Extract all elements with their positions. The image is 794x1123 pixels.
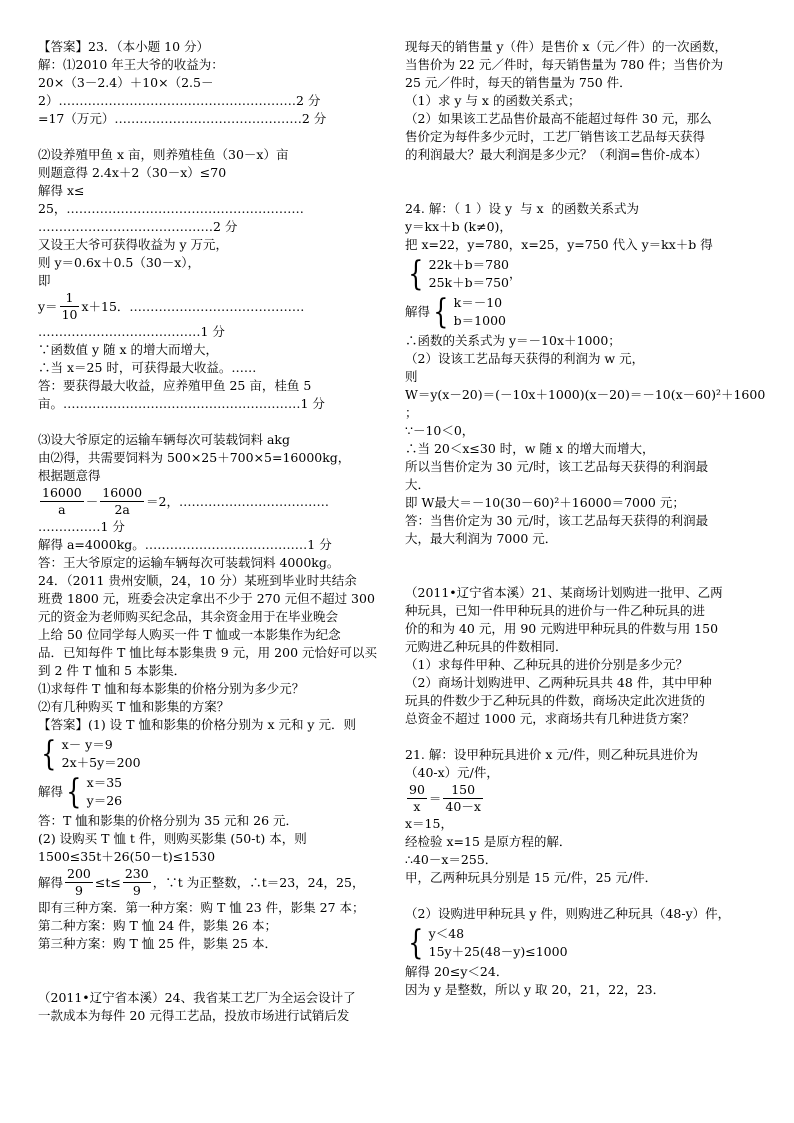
text-line: 元的资金为老师购买纪念品，其余资金用于在毕业晚会 <box>38 609 339 624</box>
left-column <box>38 38 388 1025</box>
solution-system-3 <box>405 294 790 330</box>
equation-y <box>38 290 388 323</box>
text-line: 由⑵得，共需要饲料为 500×25＋700×5=16000kg， <box>38 450 351 465</box>
text-line: ⑵设养殖甲鱼 x 亩，则养殖桂鱼（30－x）亩 <box>38 147 289 162</box>
text-line: 经检验 x=15 是原方程的解． <box>405 834 572 849</box>
text-line: ∴40－x＝255． <box>405 852 498 867</box>
text-line: 解：⑴2010 年王大爷的收益为： <box>38 57 224 72</box>
text-line: 25，………………………………………………… <box>38 201 304 216</box>
text-line: …………………………………1 分 <box>38 324 225 339</box>
equals-sign: ＝ <box>428 790 442 806</box>
denominator: 9 <box>132 883 141 898</box>
answer-23-part4 <box>38 431 388 485</box>
text-line: 甲，乙两种玩具分别是 15 元/件，25 元/件． <box>405 870 658 885</box>
text-line: 22k＋b＝780 <box>428 257 509 272</box>
text-line: 大，最大利润为 7000 元． <box>405 531 558 546</box>
text-line: 解得 20≤y＜24． <box>405 964 509 979</box>
text-line: b＝1000 <box>453 313 506 328</box>
text-line: （1）求 y 与 x 的函数关系式； <box>405 93 581 108</box>
text-line: ……………1 分 <box>38 519 125 534</box>
answer-24-plans <box>38 899 388 953</box>
answer-23-part1 <box>38 38 388 128</box>
text-line: ⑴求每件 T 恤和每本影集的价格分别为多少元？ <box>38 681 305 696</box>
denominator: 40－x <box>445 799 481 814</box>
text-line: 班费 1800 元，班委会决定拿出不少于 270 元但不超过 300 <box>38 591 375 606</box>
answer-23-part3 <box>38 323 388 413</box>
answer-21-part1 <box>405 746 790 782</box>
text-line: (2) 设购买 T 恤 t 件，则购买影集 (50-t) 本，则 <box>38 831 307 846</box>
answer-23-part2 <box>38 146 388 290</box>
text-line: 2x＋5y＝200 <box>61 755 141 770</box>
text-line: 把 x=22，y=780，x=25，y=750 代入 y＝kx＋b 得 <box>405 237 713 252</box>
text-line: 总资金不超过 1000 元，求商场共有几种进货方案？ <box>405 711 695 726</box>
text-line: （2）设购进甲种玩具 y 件，则购进乙种玩具（48-y）件， <box>405 906 731 921</box>
question-21-benxi <box>405 584 790 728</box>
text-line: 则题意得 2.4x＋2（30－x）≤70 <box>38 165 227 180</box>
equation-system-1 <box>38 736 388 772</box>
text-line: 21. 解：设甲种玩具进价 x 元/件，则乙种玩具进价为 <box>405 747 699 762</box>
equation-a <box>38 485 388 518</box>
numerator: 16000 <box>42 485 82 500</box>
text-line: 即有三种方案．第一种方案：购 T 恤 23 件，影集 27 本； <box>38 900 365 915</box>
fraction <box>123 866 151 899</box>
text-line: 第三种方案：购 T 恤 25 件，影集 25 本． <box>38 936 277 951</box>
text-line: ； <box>405 405 418 420</box>
text-line: 现每天的销售量 y（件）是售价 x（元／件）的一次函数， <box>405 39 728 54</box>
solution-system-1 <box>38 774 388 810</box>
text-line: 解得 x≤ <box>38 183 85 198</box>
brace-icon: { <box>41 734 57 774</box>
text-line: ∵函数值 y 随 x 的增大而增大， <box>38 342 219 357</box>
equation-r <box>405 782 790 815</box>
answer-24-part2 <box>405 332 790 548</box>
question-24-benxi <box>38 989 388 1025</box>
numerator: 230 <box>124 866 149 881</box>
text-line: y＝26 <box>86 793 123 808</box>
text-line: 价的和为 40 元，用 90 元购进甲种玩具的件数与用 150 <box>405 621 719 636</box>
brace-icon: { <box>408 923 424 963</box>
text-line: ⑶设大爷原定的运输车辆每次可装载饲料 akg <box>38 432 291 447</box>
text-line: 【答案】23．（本小题 10 分） <box>38 39 210 54</box>
eq-suffix: ， <box>508 266 522 281</box>
text-line: 解得 a=4000kg。…………………………………1 分 <box>38 537 332 552</box>
brace-icon: { <box>66 772 82 812</box>
text-line: 答：王大爷原定的运输车辆每次可装载饲料 4000kg。 <box>38 555 340 570</box>
fraction <box>100 485 144 518</box>
text-line: 【答案】(1) 设 T 恤和影集的价格分别为 x 元和 y 元．则 <box>38 717 356 732</box>
eq-suffix: ＝2，……………………………… <box>146 493 329 509</box>
text-line: 元购进乙种玩具的件数相同． <box>405 639 568 654</box>
numerator: 90 <box>409 782 425 797</box>
text-line: k＝－10 <box>453 295 503 310</box>
answer-21-part4 <box>405 963 790 999</box>
answer-24-part1 <box>405 200 790 254</box>
text-line: 24．（2011 贵州安顺，24，10 分）某班到毕业时共结余 <box>38 573 357 588</box>
text-line: 20×（3－2.4）＋10×（2.5－ <box>38 75 214 90</box>
denominator: a <box>58 502 66 517</box>
answer-21-part2 <box>405 815 790 887</box>
text-line: 因为 y 是整数，所以 y 取 20，21，22，23． <box>405 982 666 997</box>
fraction <box>407 782 427 815</box>
text-line: ……………………………………2 分 <box>38 219 238 234</box>
text-line: ∵－10＜0， <box>405 423 475 438</box>
system-lines <box>87 774 122 810</box>
text-line: （2）如果该工艺品售价最高不能超过每件 30 元，那么 <box>405 111 712 126</box>
brace-icon: { <box>433 292 449 332</box>
text-line: x＝15， <box>405 816 453 831</box>
text-line: 15y＋25(48－y)≤1000 <box>428 944 568 959</box>
text-line: 2）…………………………………………………2 分 <box>38 93 321 108</box>
question-24-guizhou <box>38 518 388 734</box>
text-line: 所以当售价定为 30 元/时，该工艺品每天获得的利润最 <box>405 459 709 474</box>
text-line: 1500≤35t＋26(50－t)≤1530 <box>38 849 216 864</box>
text-line: 答：T 恤和影集的价格分别为 35 元和 26 元． <box>38 813 299 828</box>
fraction <box>40 485 84 518</box>
text-line: 到 2 件 T 恤和 5 本影集． <box>38 663 187 678</box>
equation-system-3 <box>405 256 790 292</box>
numerator: 150 <box>443 782 482 799</box>
inequality-system-5 <box>405 925 790 961</box>
text-line: =17（万元）………………………………………2 分 <box>38 111 327 126</box>
text-line: 品．已知每件 T 恤比每本影集贵 9 元，用 200 元恰好可以买 <box>38 645 377 660</box>
text-line: 答：当售价定为 30 元/时，该工艺品每天获得的利润最 <box>405 513 709 528</box>
text-line: （2）设该工艺品每天获得的利润为 w 元， <box>405 351 645 366</box>
brace-icon: { <box>408 254 424 294</box>
fraction <box>60 290 80 323</box>
question-24-benxi-cont <box>405 38 790 164</box>
text-line: 即 W最大＝－10(30－60)²＋16000＝7000 元； <box>405 495 685 510</box>
text-line: 的利润最大？最大利润是多少元？（利润=售价-成本） <box>405 147 708 162</box>
text-line: x＝35 <box>86 775 123 790</box>
numerator: 1 <box>60 290 80 307</box>
eq-suffix: x＋15．…………………………………… <box>81 298 305 314</box>
denominator: x <box>413 799 421 814</box>
text-line: x－ y＝9 <box>61 737 113 752</box>
system-lines <box>62 736 141 772</box>
right-column <box>405 38 790 999</box>
answer-21-part3 <box>405 905 790 923</box>
text-line: y＜48 <box>428 926 465 941</box>
text-line: （40-x）元/件， <box>405 765 499 780</box>
denominator: 10 <box>61 307 78 322</box>
text-line: 25 元／件时，每天的销售量为 750 件． <box>405 75 632 90</box>
text-line: 根据题意得 <box>38 468 101 483</box>
text-line: W＝y(x－20)＝(－10x＋1000)(x－20)＝－10(x－60)²＋1600 <box>405 387 766 402</box>
text-line: 24. 解：（ 1 ）设 y 与 x 的函数关系式为 <box>405 201 639 216</box>
system-lines <box>429 256 509 292</box>
text-line: 答：要获得最大收益，应养殖甲鱼 25 亩，桂鱼 5 <box>38 378 312 393</box>
numerator: 200 <box>67 866 91 881</box>
eq-mid: ≤t≤ <box>94 874 121 890</box>
text-line: （2011•辽宁省本溪）24、我省某工艺厂为全运会设计了 <box>38 990 356 1005</box>
fraction <box>65 866 93 899</box>
denominator: 9 <box>74 883 83 898</box>
text-line: （2）商场计划购进甲、乙两种玩具共 48 件，其中甲种 <box>405 675 712 690</box>
text-line: 一款成本为每件 20 元得工艺品，投放市场进行试销后发 <box>38 1008 350 1023</box>
equation-t <box>38 866 388 899</box>
text-line: 大． <box>405 477 431 492</box>
text-line: 亩。…………………………………………………1 分 <box>38 396 325 411</box>
text-line: 种玩具，已知一件甲种玩具的进价与一件乙种玩具的进 <box>405 603 706 618</box>
text-line: 25k＋b＝750 <box>428 275 509 290</box>
minus-sign: － <box>85 493 99 509</box>
text-line: ⑵有几种购买 T 恤和影集的方案？ <box>38 699 230 714</box>
answer-24-part2 <box>38 812 388 866</box>
system-lines <box>454 294 506 330</box>
eq-prefix: y＝ <box>38 298 58 314</box>
fraction <box>443 782 482 815</box>
eq-suffix: ，∵t 为正整数，∴t＝23，24，25， <box>152 874 365 890</box>
solve-label: 解得 <box>405 304 431 319</box>
text-line: （1）求每件甲种、乙种玩具的进价分别是多少元？ <box>405 657 688 672</box>
text-line: ∴当 x＝25 时，可获得最大收益。…… <box>38 360 257 375</box>
system-lines <box>429 925 568 961</box>
text-line: 则 <box>405 369 418 384</box>
eq-prefix: 解得 <box>38 874 64 890</box>
text-line: 即 <box>38 273 51 288</box>
text-line: ∴当 20＜x≤30 时，w 随 x 的增大而增大， <box>405 441 655 456</box>
text-line: 玩具的件数少于乙种玩具的件数，商场决定此次进货的 <box>405 693 706 708</box>
text-line: 又设王大爷可获得收益为 y 万元， <box>38 237 229 252</box>
text-line: （2011•辽宁省本溪）21、某商场计划购进一批甲、乙两 <box>405 585 723 600</box>
text-line: 售价定为每件多少元时，工艺厂销售该工艺品每天获得 <box>405 129 706 144</box>
text-line: 则 y＝0.6x＋0.5（30－x）， <box>38 255 201 270</box>
text-line: 第二种方案：购 T 恤 24 件，影集 26 本； <box>38 918 277 933</box>
text-line: y＝kx＋b (k≠0)， <box>405 219 512 234</box>
numerator: 16000 <box>102 485 143 500</box>
text-line: ∴函数的关系式为 y＝－10x＋1000； <box>405 333 621 348</box>
text-line: 当售价为 22 元／件时，每天销售量为 780 件；当售价为 <box>405 57 724 72</box>
denominator: 2a <box>114 502 130 517</box>
solve-label: 解得 <box>38 784 64 799</box>
text-line: 上给 50 位同学每人购买一件 T 恤或一本影集作为纪念 <box>38 627 341 642</box>
